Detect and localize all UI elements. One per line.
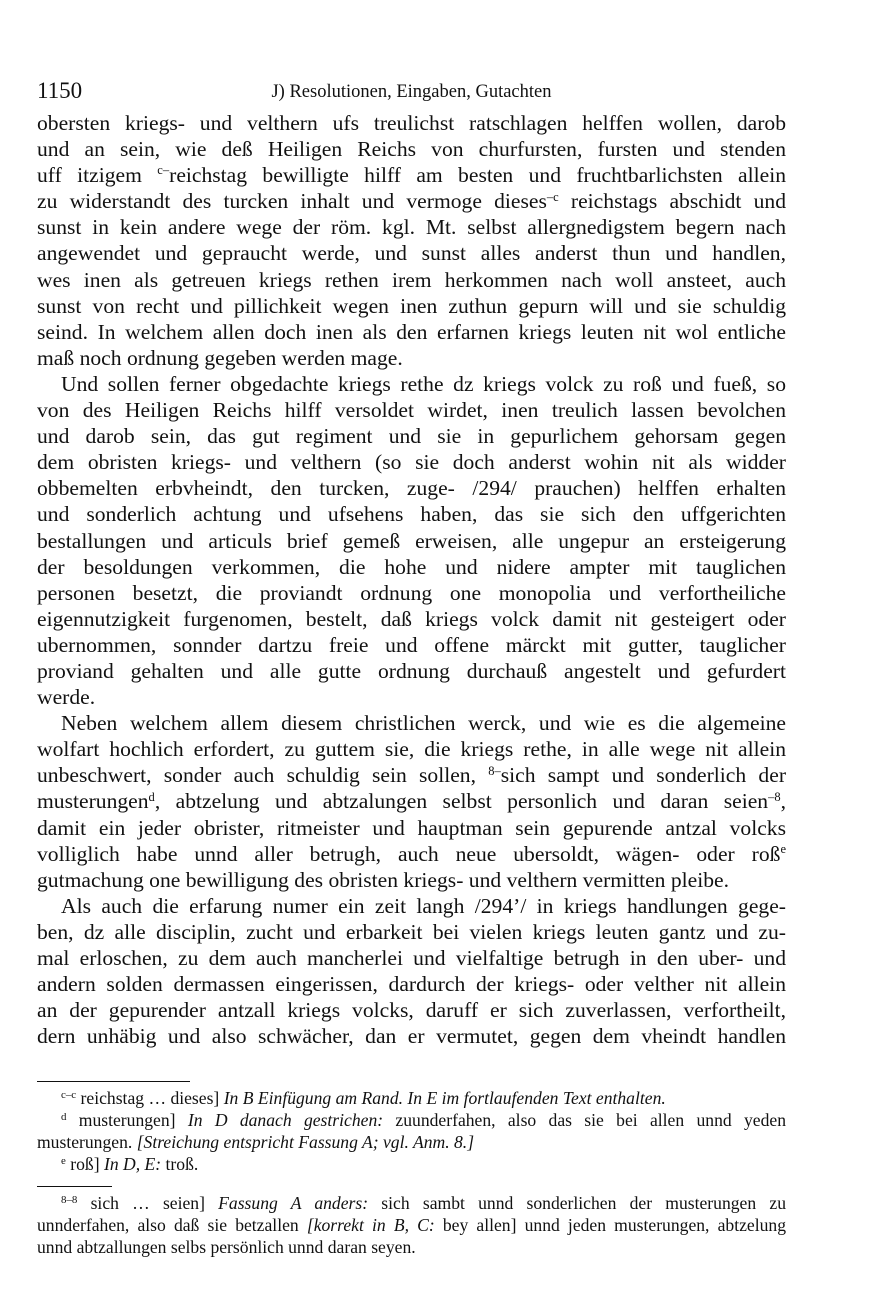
text-line: seind. In welchem allen doch inen als den erfarnen kriegs leuten nit wol entliche	[37, 319, 786, 344]
text-line: sunst in kein andere wege der röm. kgl. Mt. selbst allergnedigstem begern nach	[37, 215, 786, 240]
footnotes-commentary	[37, 1186, 786, 1258]
footnote-text: unnd jeden musterungen, abtzelung	[516, 1215, 786, 1235]
text-line	[37, 841, 786, 867]
text-line: personen besetzt, die proviandt ordnung one monopolia und verfortheiliche	[37, 580, 786, 605]
text-line: Neben welchem allem diesem christlichen werck, und wie es die algemeine	[61, 711, 786, 736]
text-line: Und sollen ferner obgedachte kriegs rethe dz kriegs volck zu roß und fueß, so	[61, 371, 786, 396]
text-line: obersten kriegs- und velthern ufs treulichst ratschlagen helffen wollen, darob	[37, 111, 786, 135]
text-segment: zu widerstandt des turcken inhalt und vermoge dieses	[37, 189, 547, 214]
text-line: und darob sein, das gut regiment und sie in gepurlichem gehorsam gegen	[37, 424, 786, 449]
footnote-separator	[37, 1081, 190, 1082]
footnote-lemma: sich … seien]	[90, 1193, 205, 1213]
footnote-c	[37, 1087, 786, 1109]
footnote-note: [Streichung entspricht Fassung A; vgl. Anm. 8.]	[136, 1132, 475, 1152]
footnote-lemma: roß]	[70, 1154, 100, 1174]
paragraph-2	[37, 371, 786, 710]
footnote-mark: c–c	[61, 1089, 77, 1101]
text-line: gutmachung one bewilligung des obristen kriegs- und velthern vermitten pleibe.	[37, 867, 730, 892]
text-segment: volliglich habe unnd aller betrugh, auch neue ubersoldt, wägen- oder roß	[37, 841, 781, 866]
text-line: wes inen als getreuen kriegs rethen irem herkommen nach woll ansteet, auch	[37, 267, 786, 292]
text-line: ubernommen, sonnder dartzu freie und offene märckt mit gutter, tauglicher	[37, 632, 786, 657]
paragraph-3	[37, 710, 786, 893]
text-line: obbemelten erbvheindt, den turcken, zuge- /294/ prauchen) helffen erhalten	[37, 476, 786, 501]
text-line: damit ein jeder obrister, ritmeister und hauptman sein gepurende antzal volcks	[37, 815, 786, 840]
footnote-note: Fassung A anders:	[204, 1193, 369, 1213]
text-line: mal erloschen, zu dem auch mancherlei und vielfaltige betrugh in den uber- und	[37, 946, 786, 970]
text-line: und an sein, wie deß Heiligen Reichs von churfursten, fursten und stenden	[37, 137, 786, 162]
footnote-lemma: reichstag … dieses]	[80, 1088, 220, 1108]
footnote-lemma: musterungen]	[78, 1110, 176, 1130]
text-line: von des Heiligen Reichs hilff versoldet wirdet, inen treulich lassen bevolchen	[37, 398, 786, 423]
text-segment: reichstag bewilligte hilff am besten und fruchtbarlichsten allein	[169, 163, 786, 188]
paragraph-1	[37, 110, 786, 371]
footnote-mark: d	[61, 1111, 67, 1123]
footnote-text: unnderfahen, also daß sie betzallen	[37, 1215, 307, 1235]
text-segment: ,	[780, 789, 786, 814]
footnote-note: In D, E:	[99, 1154, 162, 1174]
running-header	[37, 76, 786, 106]
footnote-text: troß.	[161, 1154, 199, 1174]
footnote-d	[37, 1109, 786, 1131]
text-line	[37, 788, 786, 814]
footnote-text: bey allen]	[434, 1215, 517, 1235]
footnote-mark: 8–8	[61, 1194, 78, 1206]
text-line: bestallungen und articuls brief gemeß erweisen, alle ungepur an ersteigerung	[37, 528, 786, 553]
footnote-mark-d: d	[148, 789, 155, 804]
text-line: dem obristen kriegs- und velthern (so sie doch anderst wohin nit als widder	[37, 450, 786, 475]
text-line: Als auch die erfarung numer ein zeit langh /294’/ in kriegs handlungen gege-	[61, 893, 786, 918]
text-line: werde.	[37, 685, 96, 710]
text-line: der besoldungen verkommen, die hohe und nidere ampter mit tauglichen	[37, 554, 786, 579]
footnote-e	[37, 1153, 786, 1175]
text-line: ben, dz alle disciplin, zucht und erbarkeit bei vielen kriegs leuten gantz und zu-	[37, 919, 786, 944]
text-line	[37, 762, 786, 788]
text-line	[37, 162, 786, 188]
text-line: proviand gehalten und alle gutte ordnung durchauß angestelt und gefurdert	[37, 658, 786, 683]
text-segment: sich sampt und sonderlich der	[500, 763, 787, 788]
text-line: eigennutzigkeit furgenomen, bestelt, daß kriegs volck damit nit gesteigert oder	[37, 606, 786, 631]
text-line: andern solden dermassen eingerissen, dardurch der kriegs- oder velther nit allein	[37, 972, 786, 997]
footnote-8-continued	[37, 1214, 786, 1236]
footnote-mark-8-end: –8	[768, 789, 781, 804]
footnote-text: musterungen.	[37, 1132, 137, 1152]
text-line: wolfart hochlich erfordert, zu guttem sie, die kriegs rethe, in alle wege nit allein	[37, 737, 786, 762]
page-number: 1150	[37, 78, 83, 103]
paragraph-4	[37, 893, 786, 1050]
footnote-note: In B Einfügung am Rand. In E im fortlaufenden Text enthalten.	[219, 1088, 666, 1108]
footnote-d-continued	[37, 1131, 786, 1153]
text-line: dern unhäbig und also schwächer, dan er vermutet, gegen dem vheindt handlen	[37, 1024, 786, 1049]
footnote-note: [korrekt in B, C:	[306, 1215, 435, 1235]
footnote-8	[37, 1192, 786, 1214]
footnote-mark-8-start: 8–	[488, 763, 501, 778]
document-page	[37, 0, 786, 1300]
text-line: und sonderlich achtung und ufsehens haben, das sie sich den uffgerichten	[37, 502, 786, 527]
text-segment: uff itzigem	[37, 163, 158, 188]
footnote-text: zuunderfahen, also das sie bei allen unnd yeden	[383, 1110, 786, 1130]
footnote-mark-c-end: –c	[546, 189, 559, 204]
running-title: J) Resolutionen, Eingaben, Gutachten	[271, 82, 552, 102]
text-line: sunst von recht und pillichkeit wegen inen zuthun gepurn will und sie schuldig	[37, 293, 786, 318]
footnote-note: In D danach gestrichen:	[175, 1110, 384, 1130]
footnote-text: sich sambt unnd sonderlichen der musterungen zu	[368, 1193, 786, 1213]
text-segment: , abtzelung und abtzalungen selbst personlich und daran seien	[154, 789, 769, 814]
footnote-separator	[37, 1186, 112, 1187]
text-segment: musterungen	[37, 789, 149, 814]
text-line	[37, 188, 786, 214]
footnote-mark-c-start: c–	[157, 163, 170, 178]
text-segment: reichstags abschidt und	[558, 189, 786, 214]
text-segment: unbeschwert, sonder auch schuldig sein sollen,	[37, 763, 489, 788]
footnotes-textual	[37, 1081, 786, 1175]
footnote-mark: e	[61, 1155, 66, 1167]
text-line: an der gepurender antzall kriegs volcks, daruff er sich zuverlassen, verfortheilt,	[37, 998, 786, 1023]
main-text	[37, 110, 786, 1049]
text-line: maß noch ordnung gegeben werden mage.	[37, 345, 403, 370]
text-line: angewendet und gepraucht werde, und sunst alles anderst thun und handlen,	[37, 241, 786, 266]
footnote-mark-e: e	[780, 841, 786, 856]
footnote-8-continued: unnd abtzallungen selbs persönlich unnd daran seyen.	[37, 1237, 416, 1257]
